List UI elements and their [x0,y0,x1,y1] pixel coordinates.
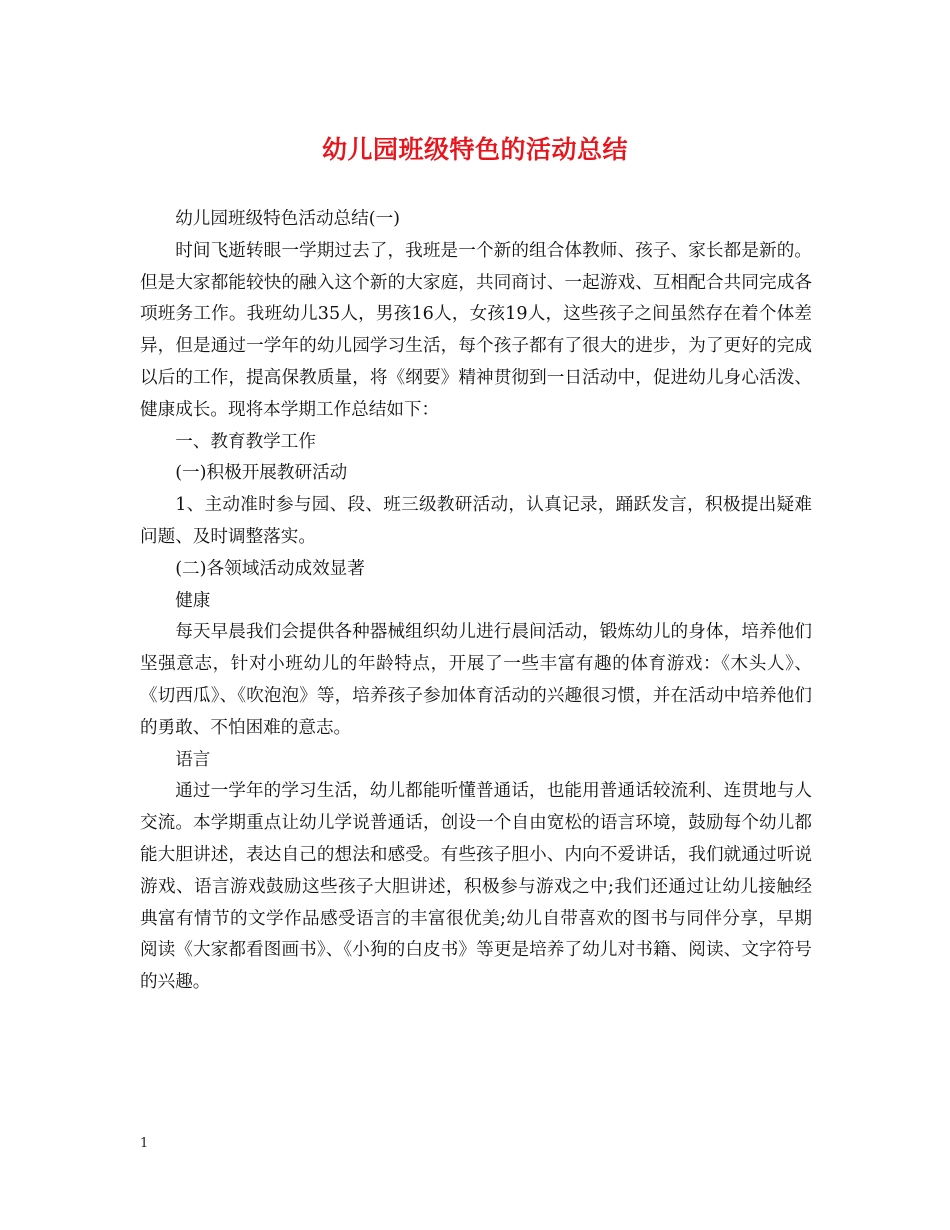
domain-heading-health: 健康 [175,590,211,611]
paragraph-language: 通过一学年的学习生活，幼儿都能听懂普通话，也能用普通话较流利、连贯地与人交流。本学期重点让幼儿学说普通话，创设一个自由宽松的语言环境，鼓励每个幼儿都能大胆讲述，表达自己的想法和感受。有些孩子胆小、内向不爱讲话，我们就通过听说游戏、语言游戏鼓励这些孩子大胆讲述，积极参与游戏之中;我们还通过让幼儿接触经典富有情节的文学作品感受语言的丰富很优美;幼儿自带喜欢的图书与同伴分享，早期阅读《大家都看图画书》、《小狗的白皮书》等更是培养了幼儿对书籍、阅读、文字符号的兴趣。 [140,781,812,993]
document-body [140,204,812,999]
subsection-heading: (二)各领域活动成效显著 [175,558,365,579]
domain-heading-language: 语言 [175,749,211,770]
subsection-heading: (一)积极开展教研活动 [175,463,348,484]
paragraph: 1、主动准时参与园、段、班三级教研活动，认真记录，踊跃发言，积极提出疑难问题、及时调整落实。 [140,495,812,547]
section-heading: 一、教育教学工作 [175,431,316,452]
document-title: 幼儿园班级特色的活动总结 [321,135,628,164]
page-number: 1 [140,1136,149,1151]
section-heading: 幼儿园班级特色活动总结(一) [175,209,401,229]
paragraph-health: 每天早晨我们会提供各种器械组织幼儿进行晨间活动，锻炼幼儿的身体，培养他们坚强意志，针对小班幼儿的年龄特点，开展了一些丰富有趣的体育游戏：《木头人》、《切西瓜》、《吹泡泡》等，培养孩子参加体育活动的兴趣很习惯，并在活动中培养他们的勇敢、不怕困难的意志。 [140,622,812,738]
paragraph-intro: 时间飞逝转眼一学期过去了，我班是一个新的组合体教师、孩子、家长都是新的。但是大家都能较快的融入这个新的大家庭，共同商讨、一起游戏、互相配合共同完成各项班务工作。我班幼儿35人，男孩16人，女孩19人，这些孩子之间虽然存在着个体差异，但是通过一学年的幼儿园学习生活，每个孩子都有了很大的进步，为了更好的完成以后的工作，提高保教质量，将《纲要》精神贯彻到一日活动中，促进幼儿身心活泼、健康成长。现将本学期工作总结如下： [140,240,812,420]
